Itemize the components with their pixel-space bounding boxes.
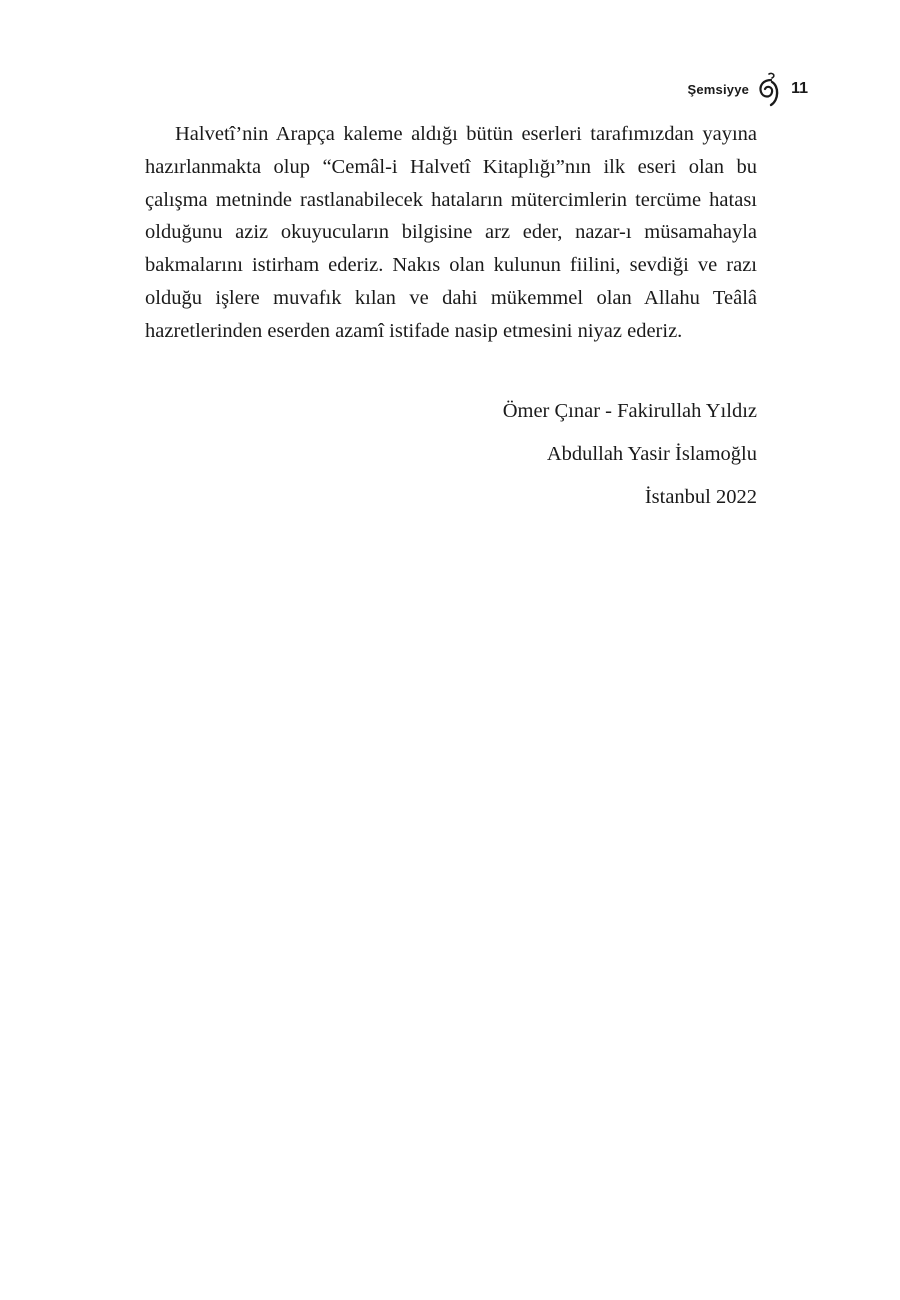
body-paragraph: Halvetî’nin Arapça kaleme aldığı bütün eserleri tarafımızdan yayına hazırlanmakta olup “Cemâl-i Halvetî Kitaplığı”nın ilk eseri olan bu çalışma metninde rastlanabilecek hataların mütercimlerin tercüme hatası olduğunu aziz okuyucuların bilgisine arz eder, nazar-ı müsamahayla bakmalarını istirham ederiz. Nakıs olan kulunun fiilini, sevdiği ve razı olduğu işlere muvafık kılan ve dahi mükemmel olan Allahu Teâlâ hazretlerinden eserden azamî istifade nasip etmesini niyaz ederiz.: [145, 123, 757, 342]
running-title: Şemsiyye: [687, 81, 750, 97]
tulip-ornament-icon: [755, 70, 781, 108]
running-head: [687, 70, 808, 108]
signature-second-author: Abdullah Yasir İslamoğlu: [546, 443, 757, 465]
signature-place-date: İstanbul 2022: [644, 486, 757, 508]
signature-block: [145, 390, 757, 519]
signature-authors: Ömer Çınar - Fakirullah Yıldız: [502, 400, 757, 422]
page-number: 11: [791, 80, 808, 97]
